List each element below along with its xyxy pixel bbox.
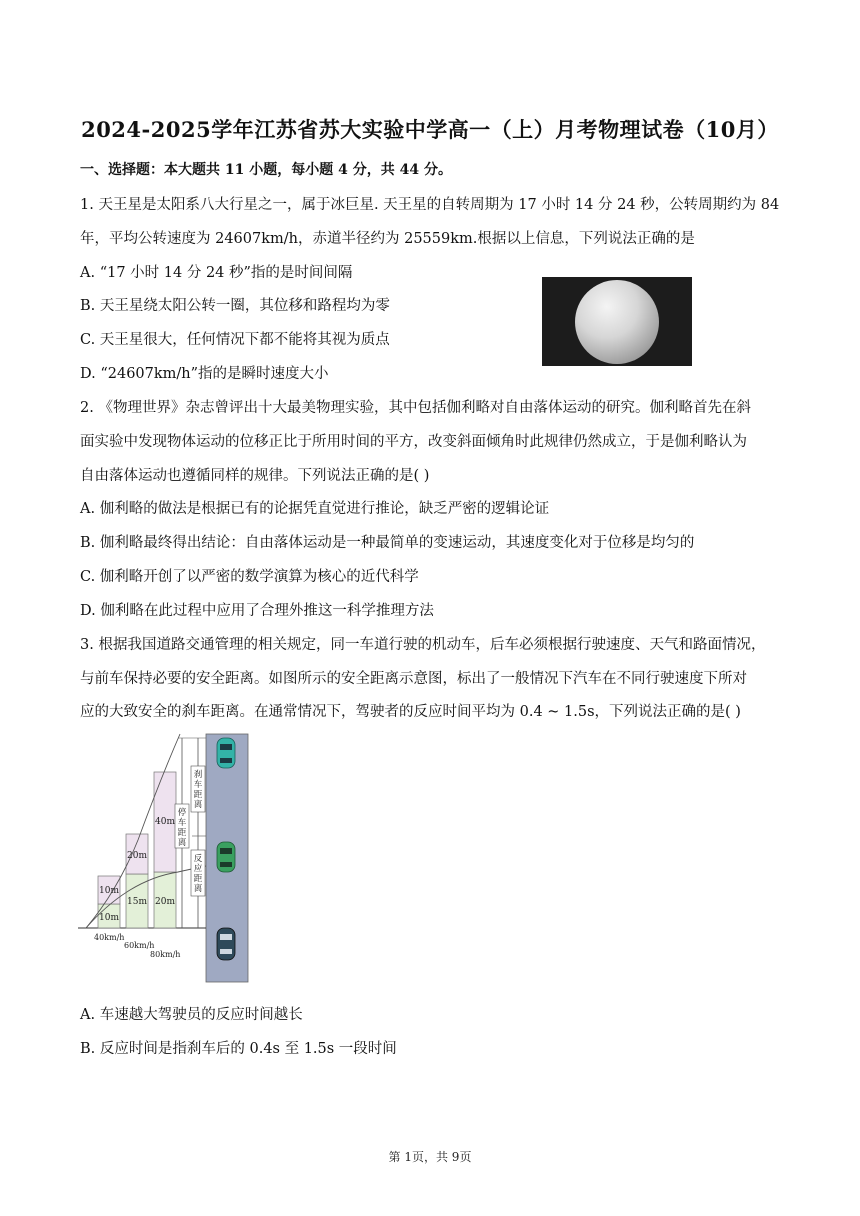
q2-option-c: C. 伽利略开创了以严密的数学演算为核心的近代科学: [80, 569, 419, 585]
speed-label-60: 60km/h: [124, 941, 155, 950]
car-rear-icon: [217, 928, 235, 960]
reaction-label-40: 10m: [99, 913, 119, 923]
planet-sphere: [575, 280, 659, 364]
speed-label-40: 40km/h: [94, 933, 125, 942]
q3-stem-line-3: 应的大致安全的刹车距离。在通常情况下，驾驶者的反应时间平均为 0.4 ~ 1.5s，下列说法正确的是( ): [80, 704, 741, 720]
q2-option-b: B. 伽利略最终得出结论：自由落体运动是一种最简单的变速运动，其速度变化对于位移是均匀的: [80, 535, 695, 551]
section-heading: 一、选择题：本大题共 11 小题，每小题 4 分，共 44 分。: [80, 162, 452, 178]
q1-stem-line-1: 1. 天王星是太阳系八大行星之一，属于冰巨星. 天王星的自转周期为 17 小时 14 分 24 秒，公转周期约为 84: [80, 197, 780, 213]
uranus-photo: [542, 277, 692, 366]
q2-stem-line-3: 自由落体运动也遵循同样的规律。下列说法正确的是( ): [80, 468, 430, 484]
q3-stem-line-1: 3. 根据我国道路交通管理的相关规定，同一车道行驶的机动车，后车必须根据行驶速度、天气和路面情况，: [80, 637, 766, 653]
page-title: 2024-2025学年江苏省苏大实验中学高一（上）月考物理试卷（10月）: [81, 117, 779, 142]
q1-option-c: C. 天王星很大，任何情况下都不能将其视为质点: [80, 332, 390, 348]
braking-label-80: 40m: [155, 817, 175, 827]
q3-option-b: B. 反应时间是指刹车后的 0.4s 至 1.5s 一段时间: [80, 1041, 397, 1057]
safe-distance-diagram: [78, 730, 258, 986]
q3-stem-line-2: 与前车保持必要的安全距离。如图所示的安全距离示意图，标出了一般情况下汽车在不同行驶速度下所对: [80, 671, 747, 687]
car-middle-icon: [217, 842, 235, 872]
q1-option-b: B. 天王星绕太阳公转一圈，其位移和路程均为零: [80, 298, 390, 314]
q1-option-a: A. “17 小时 14 分 24 秒”指的是时间间隔: [80, 265, 353, 281]
q2-stem-line-2: 面实验中发现物体运动的位移正比于所用时间的平方，改变斜面倾角时此规律仍然成立，于是伽利略认为: [80, 434, 747, 450]
q1-option-d: D. “24607km/h”指的是瞬时速度大小: [80, 366, 329, 382]
q2-option-a: A. 伽利略的做法是根据已有的论据凭直觉进行推论，缺乏严密的逻辑论证: [80, 501, 550, 517]
speed-label-80: 80km/h: [150, 950, 181, 959]
braking-label-60: 20m: [127, 851, 147, 861]
q1-stem-line-2: 年，平均公转速度为 24607km/h，赤道半径约为 25559km.根据以上信息，下列说法正确的是: [80, 231, 695, 247]
reaction-distance-label: 反应距离: [193, 854, 203, 894]
reaction-label-80: 20m: [155, 897, 175, 907]
q2-stem-line-1: 2. 《物理世界》杂志曾评出十大最美物理实验，其中包括伽利略对自由落体运动的研究。伽利略首先在斜: [80, 400, 751, 416]
q3-option-a: A. 车速越大驾驶员的反应时间越长: [80, 1007, 303, 1023]
brake-distance-label: 刹车距离: [193, 770, 203, 810]
stop-distance-label: 停车距离: [177, 808, 187, 848]
car-front-icon: [217, 738, 235, 768]
page-footer: 第 1页，共 9页: [388, 1150, 472, 1164]
braking-label-40: 10m: [99, 886, 119, 896]
reaction-label-60: 15m: [127, 897, 147, 907]
q2-option-d: D. 伽利略在此过程中应用了合理外推这一科学推理方法: [80, 603, 434, 619]
